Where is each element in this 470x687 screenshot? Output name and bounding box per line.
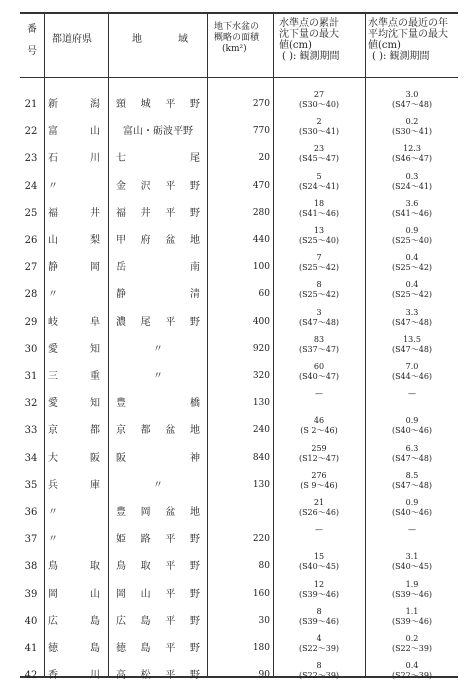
row-prefecture (48, 126, 100, 137)
row-region-char: 野 (189, 317, 200, 328)
row-annual-value: — (408, 525, 416, 534)
row-prefecture (48, 561, 100, 572)
row-region-char: 平 (165, 317, 176, 328)
row-prefecture (48, 371, 100, 382)
row-region (116, 208, 200, 219)
row-region-char: 地 (189, 235, 200, 246)
row-region-char: 盆 (165, 235, 176, 246)
row-prefecture (48, 344, 100, 355)
row-area: 770 (252, 126, 270, 136)
row-annual-period: (S22～39) (391, 644, 433, 653)
row-region (116, 453, 200, 464)
row-region-char: 広 (116, 616, 126, 627)
row-cumulative-period: (S 2～46) (300, 426, 338, 435)
top-rule (20, 12, 458, 14)
row-cumulative-period: (S 9～46) (300, 481, 338, 490)
header-area-2: 概略の面積 (214, 33, 260, 43)
row-region-char: 濃 (116, 317, 126, 328)
row-annual-value: 6.3 (405, 444, 419, 453)
row-number: 28 (24, 289, 38, 300)
row-cumulative-value: 4 (316, 634, 322, 643)
row-prefecture-char: 知 (90, 398, 100, 409)
row-annual-period: (S41～46) (391, 209, 433, 218)
row-annual-period: (S30～41) (391, 127, 433, 136)
row-cumulative-value: 27 (313, 90, 325, 99)
row-annual-period: (S46～47) (391, 154, 433, 163)
row-prefecture-char: 知 (90, 344, 100, 355)
row-prefecture (48, 153, 100, 164)
row-area: 400 (252, 317, 270, 327)
header-cum-2: 沈下量の最大 (279, 29, 339, 40)
row-cumulative-period: (S25～42) (298, 263, 340, 272)
row-region-char: 徳 (116, 643, 126, 654)
row-number: 32 (24, 398, 38, 409)
row-region-char: 甲 (116, 235, 126, 246)
row-prefecture-char: 島 (90, 643, 100, 654)
row-number: 21 (24, 99, 38, 110)
row-cumulative-period: (S40～45) (298, 562, 340, 571)
row-prefecture-char: 三 (48, 371, 58, 382)
row-prefecture-char: 福 (48, 208, 58, 219)
row-annual-value: 0.2 (405, 117, 419, 126)
row-region-char: 豊 (116, 398, 126, 409)
row-annual-period: (S47～48) (391, 318, 433, 327)
row-number: 39 (24, 589, 38, 600)
row-cumulative-value: 2 (316, 117, 322, 126)
row-prefecture-char: 川 (90, 670, 100, 681)
row-region-char: 平 (165, 534, 176, 545)
row-region-char: 〃 (153, 480, 163, 491)
row-prefecture-char: 岡 (48, 589, 58, 600)
row-annual-value: 0.4 (405, 280, 419, 289)
row-annual-value: 13.5 (403, 335, 421, 344)
row-prefecture-char: 〃 (48, 534, 58, 545)
row-region-char: 野 (189, 670, 200, 681)
row-region-char: 京 (116, 425, 126, 436)
row-region-char: 金 (116, 181, 126, 192)
header-area-1: 地下水盆の (214, 22, 260, 32)
row-region-char: 橋 (190, 398, 200, 409)
row-number: 35 (24, 480, 38, 491)
row-annual-value: 0.9 (405, 226, 419, 235)
row-prefecture-char: 阜 (90, 317, 100, 328)
row-cumulative-period: (S25～40) (298, 236, 340, 245)
row-number: 25 (24, 208, 38, 219)
row-area: 920 (252, 344, 270, 354)
row-region-char: 豊 (116, 507, 126, 518)
header-pref: 都道府県 (52, 34, 92, 45)
row-region-char: 城 (140, 99, 151, 110)
row-number: 27 (24, 262, 38, 273)
row-region-char: 沢 (140, 181, 151, 192)
row-prefecture-char: 新 (48, 99, 58, 110)
row-region-char: 府 (140, 235, 151, 246)
row-cumulative-period: (S25～42) (298, 290, 340, 299)
row-prefecture-char: 阪 (90, 453, 100, 464)
row-annual-period: (S47～48) (391, 481, 433, 490)
col-divider-2 (108, 12, 109, 678)
row-region (116, 425, 200, 436)
row-annual-period: (S25～42) (391, 263, 433, 272)
row-area: 320 (252, 371, 270, 381)
row-region-char: 平 (165, 670, 176, 681)
row-prefecture-char: 山 (90, 589, 100, 600)
row-cumulative-period: (S47～48) (298, 318, 340, 327)
row-prefecture (48, 99, 100, 110)
row-prefecture (48, 398, 100, 409)
row-region-char: 阪 (116, 453, 126, 464)
row-region-char: 取 (140, 561, 151, 572)
header-area-3: (km²) (222, 44, 247, 54)
row-cumulative-period: (S22～39) (298, 644, 340, 653)
row-area: 60 (258, 289, 270, 299)
row-annual-value: 1.1 (405, 607, 419, 616)
row-prefecture-char: 鳥 (48, 561, 58, 572)
row-prefecture-char: 静 (48, 262, 58, 273)
row-region (116, 289, 200, 300)
row-area: 160 (252, 589, 270, 599)
row-annual-period: (S40～46) (391, 508, 433, 517)
row-prefecture-char: 山 (90, 126, 100, 137)
row-region (116, 534, 200, 545)
row-prefecture-char: 都 (90, 425, 100, 436)
row-prefecture-char: 香 (48, 670, 58, 681)
row-region (116, 643, 200, 654)
row-area: 90 (258, 670, 270, 680)
header-cum-1: 水準点の累計 (279, 18, 339, 29)
row-region (116, 561, 200, 572)
col-divider-1 (44, 12, 45, 678)
row-prefecture (48, 589, 100, 600)
row-annual-period: (S47～48) (391, 454, 433, 463)
row-annual-value: 8.5 (405, 471, 419, 480)
row-annual-period: (S25～42) (391, 290, 433, 299)
row-cumulative-period: (S22～39) (298, 671, 340, 680)
row-prefecture-char: 愛 (48, 344, 58, 355)
row-annual-period: (S22～39) (391, 671, 433, 680)
row-annual-period: (S44～46) (391, 372, 433, 381)
row-region-char: 尾 (140, 317, 151, 328)
row-annual-period: (S47～48) (391, 100, 433, 109)
row-annual-period: (S47～48) (391, 345, 433, 354)
row-number: 29 (24, 317, 38, 328)
row-prefecture-char: 京 (48, 425, 58, 436)
row-annual-value: 12.3 (403, 144, 421, 153)
row-prefecture-char: 愛 (48, 398, 58, 409)
row-cumulative-value: — (315, 389, 323, 398)
row-region-char: 盆 (165, 425, 176, 436)
row-region (116, 317, 200, 328)
header-region-2: 域 (178, 34, 188, 45)
row-region-char: 鳥 (116, 561, 126, 572)
row-cumulative-value: 13 (313, 226, 325, 235)
row-annual-value: 3.3 (405, 308, 419, 317)
row-region-char: 路 (140, 534, 151, 545)
row-area: 100 (252, 262, 270, 272)
row-area: 20 (258, 153, 270, 163)
row-prefecture (48, 235, 100, 246)
row-number: 38 (24, 561, 38, 572)
row-region-char: 地 (189, 425, 200, 436)
row-annual-value: 3.6 (405, 199, 419, 208)
row-region-char: 野 (189, 534, 200, 545)
row-region (116, 153, 200, 164)
row-region-char: 頸 (116, 99, 126, 110)
row-number: 26 (24, 235, 38, 246)
row-region-char: 井 (140, 208, 151, 219)
row-prefecture (48, 262, 100, 273)
row-cumulative-period: (S39～46) (298, 590, 340, 599)
row-number: 30 (24, 344, 38, 355)
row-region-char: 岳 (116, 262, 126, 273)
row-annual-value: 0.4 (405, 253, 419, 262)
row-region-char: 清 (190, 289, 200, 300)
row-prefecture-char: 潟 (90, 99, 100, 110)
row-cumulative-period: (S40～47) (298, 372, 340, 381)
header-ann-1: 水準点の最近の年 (368, 18, 448, 29)
row-region (116, 616, 200, 627)
row-prefecture-char: 石 (48, 153, 58, 164)
row-region-char: 野 (189, 643, 200, 654)
row-region-char: 平 (165, 643, 176, 654)
row-cumulative-value: 8 (316, 661, 322, 670)
row-region-char: 静 (116, 289, 126, 300)
row-prefecture-char: 島 (90, 616, 100, 627)
row-annual-value: 3.0 (405, 90, 419, 99)
row-annual-value: 0.9 (405, 498, 419, 507)
row-prefecture (48, 453, 100, 464)
row-region-char: 平 (165, 589, 176, 600)
header-no-1: 番 (27, 24, 37, 35)
row-cumulative-value: 276 (311, 471, 327, 480)
row-cumulative-period: (S24～41) (298, 182, 340, 191)
row-annual-value: 1.9 (405, 580, 419, 589)
row-region-char: 地 (189, 507, 200, 518)
row-prefecture (48, 480, 100, 491)
row-region-char: 野 (189, 616, 200, 627)
row-region-char: 盆 (165, 507, 176, 518)
row-prefecture (48, 643, 100, 654)
row-annual-period: (S40～46) (391, 426, 433, 435)
row-region-char: 野 (189, 181, 200, 192)
row-number: 24 (24, 181, 38, 192)
row-prefecture (48, 616, 100, 627)
row-area: 80 (258, 561, 270, 571)
row-cumulative-value: 21 (313, 498, 325, 507)
row-area: 470 (252, 181, 270, 191)
row-prefecture-char: 梨 (90, 235, 100, 246)
row-cumulative-period: (S45～47) (298, 154, 340, 163)
header-cum-4: ( ): 観測期間 (282, 51, 340, 62)
row-annual-value: 0.2 (405, 634, 419, 643)
header-cum-3: 値(cm) (279, 40, 312, 51)
row-region-char: 福 (116, 208, 126, 219)
row-prefecture (48, 289, 100, 300)
row-number: 23 (24, 153, 38, 164)
row-number: 31 (24, 371, 38, 382)
row-region (116, 181, 200, 192)
row-region-char: 神 (190, 453, 200, 464)
row-prefecture-char: 山 (48, 235, 58, 246)
row-region-char: 平 (165, 181, 176, 192)
row-region-char: 姫 (116, 534, 126, 545)
row-region (116, 507, 200, 518)
row-region-char: 野 (189, 208, 200, 219)
row-region-char: 平 (165, 99, 176, 110)
row-area: 240 (252, 425, 270, 435)
row-number: 41 (24, 643, 38, 654)
header-ann-2: 平均沈下量の最大 (368, 29, 448, 40)
row-region-char: 〃 (153, 371, 163, 382)
row-cumulative-period: (S41～46) (298, 209, 340, 218)
header-ann-3: 値(cm) (368, 40, 401, 51)
row-annual-value: 7.0 (405, 362, 419, 371)
row-region-char: 松 (140, 670, 151, 681)
row-region-char: 平 (165, 208, 176, 219)
row-cumulative-value: 46 (313, 416, 325, 425)
row-region (116, 126, 200, 137)
row-number: 37 (24, 534, 38, 545)
row-prefecture-char: 〃 (48, 507, 58, 518)
row-cumulative-period: (S37～47) (298, 345, 340, 354)
row-cumulative-value: 83 (313, 335, 325, 344)
row-prefecture (48, 208, 100, 219)
row-annual-period: (S39～46) (391, 590, 433, 599)
row-number: 36 (24, 507, 38, 518)
row-number: 34 (24, 453, 38, 464)
row-region-char: 岡 (116, 589, 126, 600)
row-prefecture-char: 〃 (48, 289, 58, 300)
row-area: 130 (252, 398, 270, 408)
row-region (116, 344, 200, 355)
header-no-2: 号 (27, 46, 37, 57)
header-rule (20, 77, 458, 78)
row-annual-period: (S25～40) (391, 236, 433, 245)
row-region (116, 670, 200, 681)
row-cumulative-value: 12 (313, 580, 325, 589)
row-region-char: 野 (189, 589, 200, 600)
row-region-char: 野 (189, 561, 200, 572)
row-cumulative-value: 5 (316, 172, 322, 181)
row-cumulative-value: 60 (313, 362, 325, 371)
row-region-char: 七 (116, 153, 126, 164)
row-region (116, 262, 200, 273)
row-prefecture-char: 川 (90, 153, 100, 164)
row-region-char: 島 (140, 643, 151, 654)
row-region-char: 富山・砺波平野 (123, 126, 193, 137)
row-annual-value: — (408, 389, 416, 398)
row-region (116, 371, 200, 382)
row-annual-value: 0.4 (405, 661, 419, 670)
row-annual-period: (S40～45) (391, 562, 433, 571)
row-prefecture-char: 兵 (48, 480, 58, 491)
row-cumulative-value: 8 (316, 607, 322, 616)
row-prefecture-char: 広 (48, 616, 58, 627)
row-annual-value: 0.9 (405, 416, 419, 425)
row-cumulative-period: (S26～46) (298, 508, 340, 517)
row-annual-period: (S24～41) (391, 182, 433, 191)
row-prefecture (48, 534, 100, 545)
row-region-char: 平 (165, 616, 176, 627)
row-region-char: 岡 (140, 507, 151, 518)
row-prefecture (48, 181, 100, 192)
row-number: 33 (24, 425, 38, 436)
row-area: 220 (252, 534, 270, 544)
row-prefecture-char: 富 (48, 126, 58, 137)
row-region (116, 99, 200, 110)
row-area: 270 (252, 99, 270, 109)
row-region-char: 〃 (153, 344, 163, 355)
row-prefecture (48, 425, 100, 436)
row-cumulative-period: (S12～47) (298, 454, 340, 463)
row-cumulative-period: (S39～46) (298, 617, 340, 626)
row-region-char: 島 (140, 616, 151, 627)
row-area: 30 (258, 616, 270, 626)
row-cumulative-value: 8 (316, 280, 322, 289)
row-prefecture-char: 岐 (48, 317, 58, 328)
row-region-char: 南 (190, 262, 200, 273)
row-cumulative-value: 259 (311, 444, 327, 453)
row-cumulative-value: 23 (313, 144, 325, 153)
row-prefecture-char: 井 (90, 208, 100, 219)
subsidence-table (20, 12, 458, 681)
row-annual-period: (S39～46) (391, 617, 433, 626)
row-cumulative-value: 15 (313, 552, 325, 561)
header-ann-4: ( ): 観測期間 (372, 51, 430, 62)
header-region-1: 地 (132, 34, 142, 45)
row-region (116, 589, 200, 600)
row-prefecture-char: 〃 (48, 181, 58, 192)
row-region-char: 尾 (190, 153, 200, 164)
row-region-char: 高 (116, 670, 126, 681)
row-area: 440 (252, 235, 270, 245)
row-region-char: 都 (140, 425, 151, 436)
row-prefecture-char: 庫 (90, 480, 100, 491)
row-prefecture-char: 大 (48, 453, 58, 464)
row-number: 40 (24, 616, 38, 627)
row-number: 22 (24, 126, 38, 137)
row-cumulative-value: 3 (316, 308, 322, 317)
row-region-char: 山 (140, 589, 151, 600)
row-region (116, 480, 200, 491)
row-area: 180 (252, 643, 270, 653)
row-prefecture (48, 317, 100, 328)
row-prefecture-char: 岡 (90, 262, 100, 273)
row-region (116, 235, 200, 246)
row-region (116, 398, 200, 409)
row-region-char: 野 (189, 99, 200, 110)
row-annual-value: 0.3 (405, 172, 419, 181)
row-area: 130 (252, 480, 270, 490)
row-cumulative-value: 18 (313, 199, 325, 208)
row-cumulative-period: (S30～40) (298, 100, 340, 109)
row-area: 840 (252, 453, 270, 463)
row-cumulative-value: 7 (316, 253, 322, 262)
col-divider-3 (207, 12, 208, 678)
row-prefecture-char: 徳 (48, 643, 58, 654)
row-prefecture-char: 取 (90, 561, 100, 572)
row-prefecture (48, 670, 100, 681)
row-area: 280 (252, 208, 270, 218)
row-cumulative-value: — (315, 525, 323, 534)
row-prefecture (48, 507, 100, 518)
row-cumulative-period: (S30～41) (298, 127, 340, 136)
row-prefecture-char: 重 (90, 371, 100, 382)
row-region-char: 平 (165, 561, 176, 572)
row-annual-value: 3.1 (405, 552, 419, 561)
row-number: 42 (24, 670, 38, 681)
